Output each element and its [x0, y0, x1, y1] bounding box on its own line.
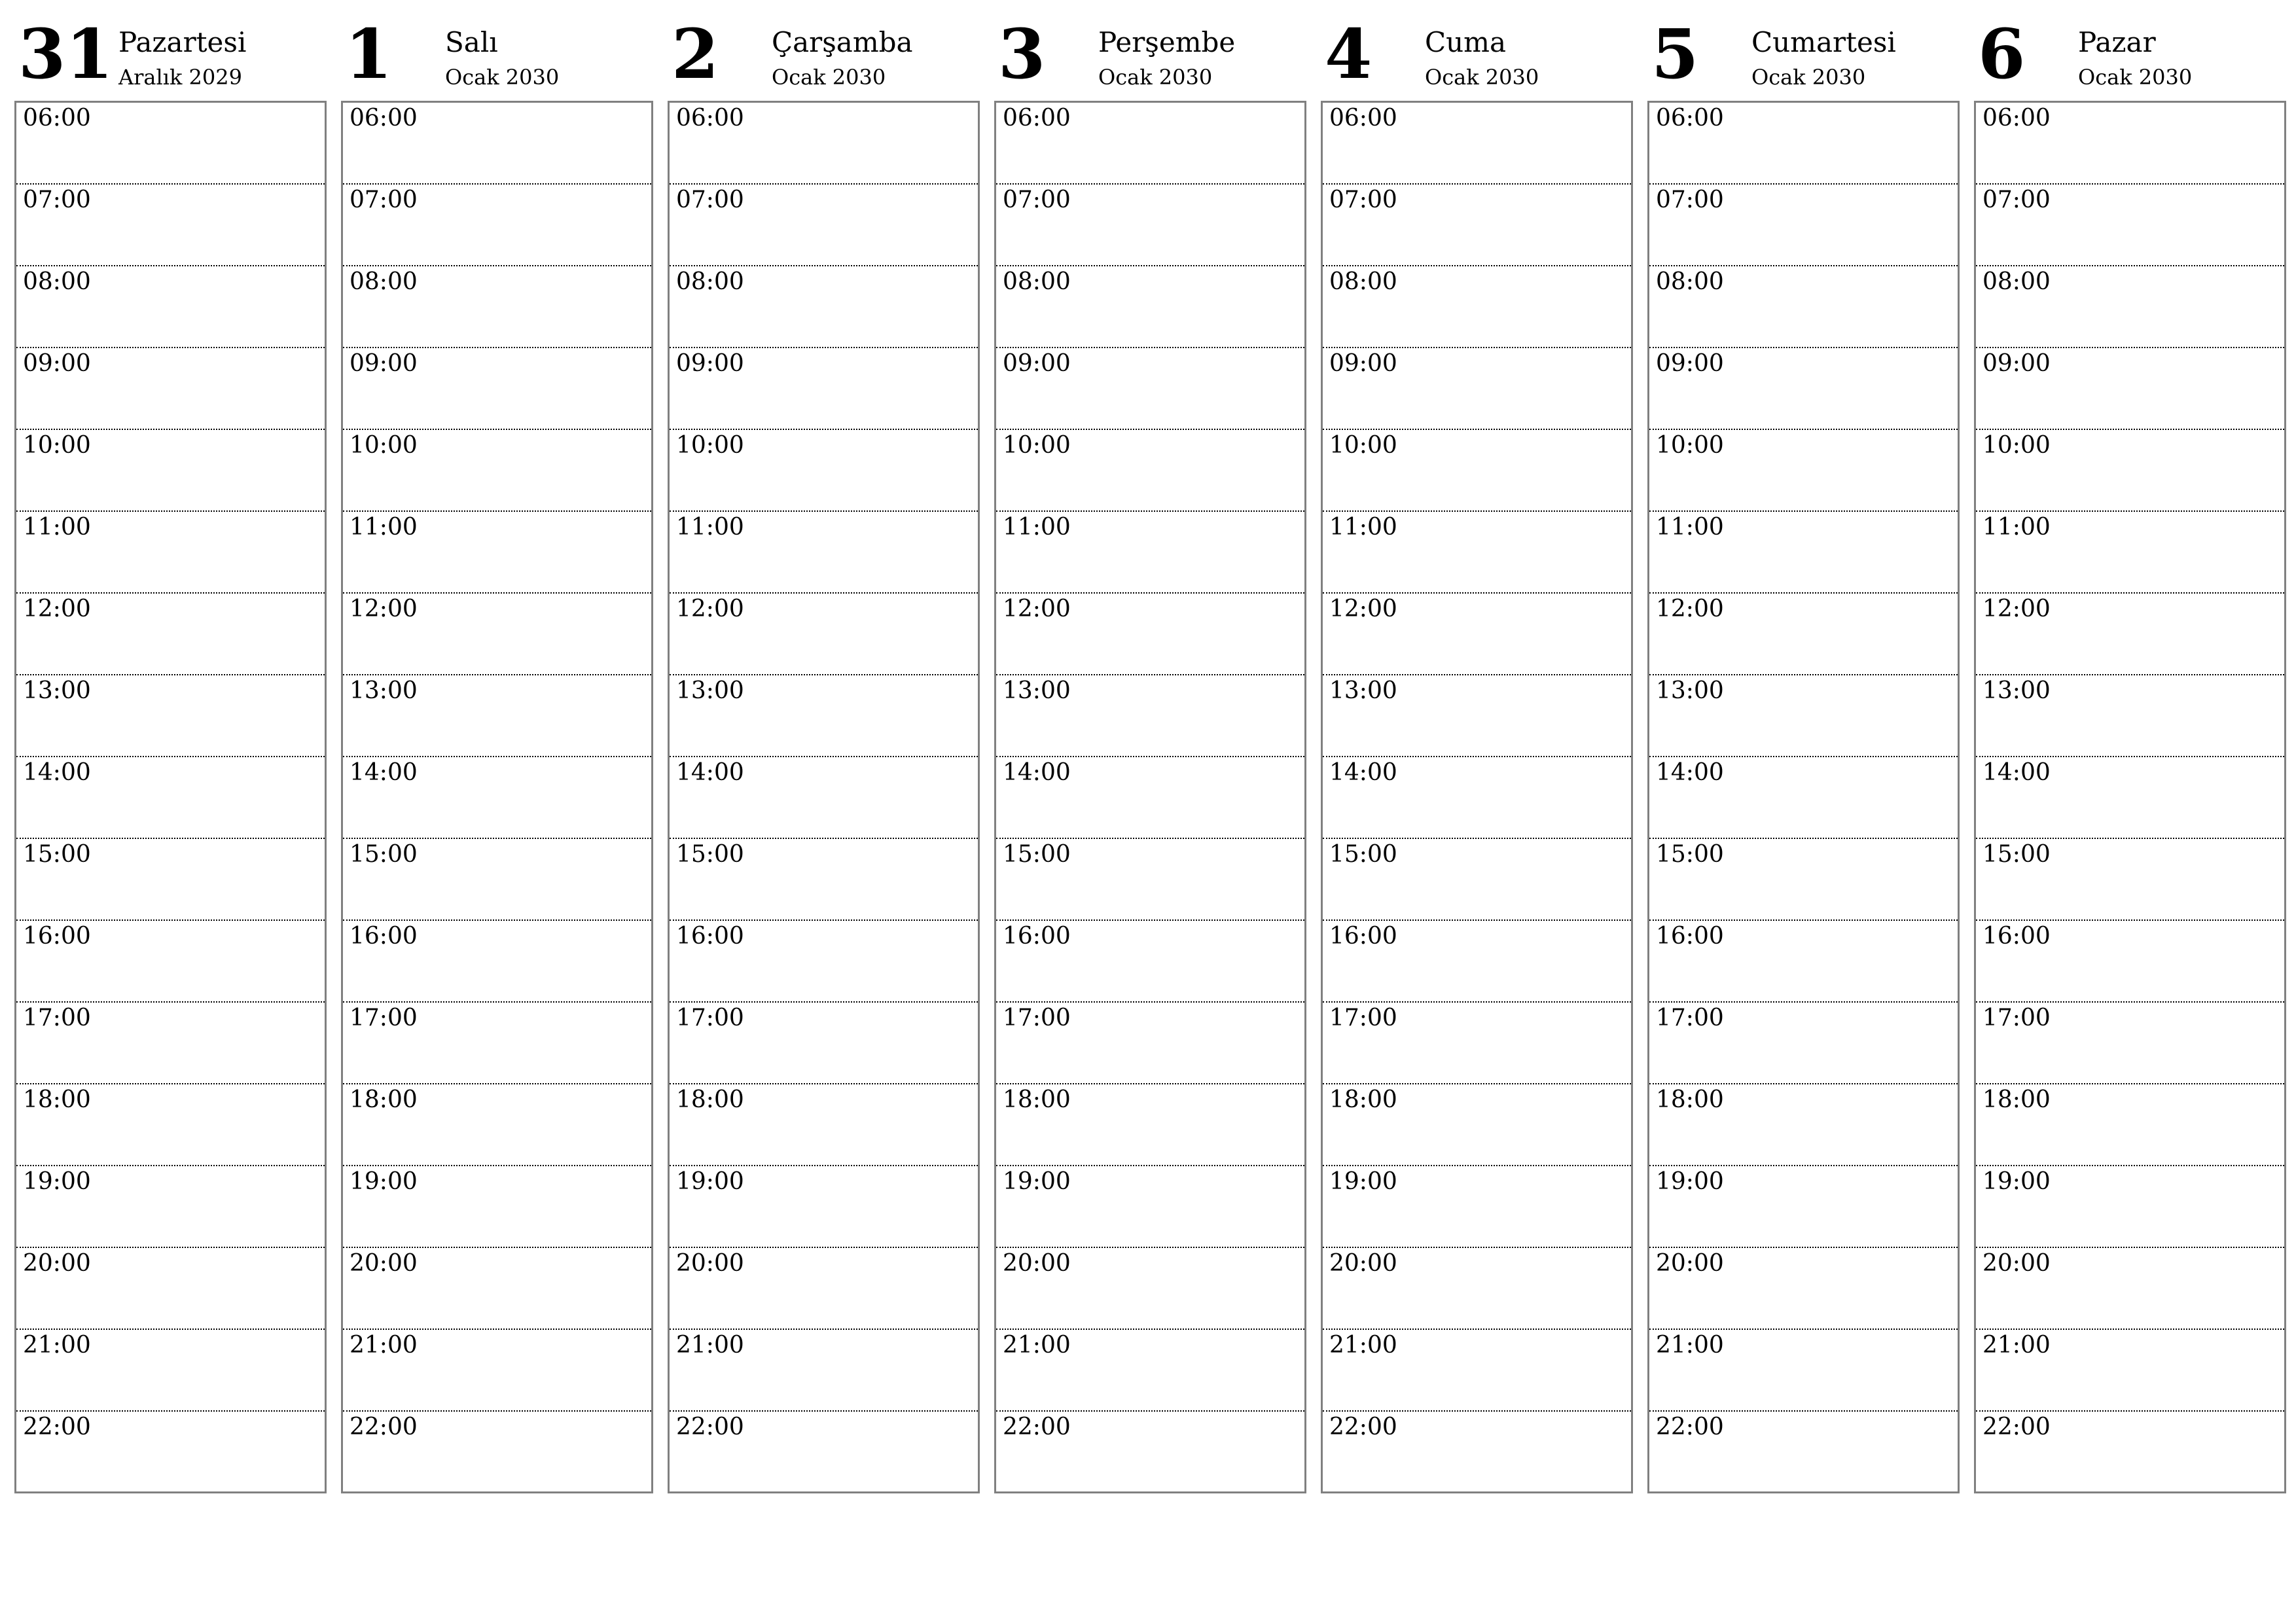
weekly-planner: [14, 14, 2289, 1493]
hour-label: 12:00: [1982, 596, 2051, 622]
hour-slot[interactable]: [16, 675, 325, 757]
hour-label: 08:00: [1982, 268, 2051, 295]
hour-slot[interactable]: [343, 757, 651, 839]
hour-label: 07:00: [350, 187, 418, 213]
hour-slot[interactable]: [996, 675, 1304, 757]
hour-label: 11:00: [1003, 514, 1071, 541]
hour-slot[interactable]: [16, 266, 325, 348]
hour-label: 22:00: [1656, 1414, 1724, 1440]
day-month: Aralık 2029: [118, 65, 242, 90]
hour-slot[interactable]: [1649, 1003, 1958, 1084]
hour-slot[interactable]: [996, 103, 1304, 185]
hour-slot[interactable]: [16, 594, 325, 675]
hour-slot[interactable]: [16, 1330, 325, 1412]
hour-slot[interactable]: [1649, 1166, 1958, 1248]
hour-label: 21:00: [676, 1332, 744, 1359]
hour-label: 22:00: [1982, 1414, 2051, 1440]
hour-label: 17:00: [1656, 1005, 1724, 1031]
hour-slot[interactable]: [16, 348, 325, 430]
hour-slot[interactable]: [996, 1166, 1304, 1248]
hour-label: 15:00: [1329, 841, 1397, 868]
hour-label: 08:00: [1003, 268, 1071, 295]
hour-slot[interactable]: [1323, 1084, 1631, 1166]
day-month: Ocak 2030: [1425, 65, 1539, 90]
hour-slot[interactable]: [16, 839, 325, 921]
hour-label: 09:00: [1003, 350, 1071, 377]
hour-label: 15:00: [23, 841, 91, 868]
hour-label: 15:00: [1656, 841, 1724, 868]
hour-slot[interactable]: [343, 185, 651, 266]
hour-label: 20:00: [1982, 1250, 2051, 1277]
day-schedule-box: [14, 101, 327, 1493]
hour-slot[interactable]: [1649, 266, 1958, 348]
hour-slot[interactable]: [343, 512, 651, 594]
hour-label: 13:00: [1329, 677, 1397, 704]
hour-label: 10:00: [676, 432, 744, 459]
hour-slot[interactable]: [16, 512, 325, 594]
day-name: Cuma: [1425, 26, 1507, 58]
hour-label: 06:00: [1003, 105, 1071, 132]
hour-slot[interactable]: [1649, 185, 1958, 266]
day-header: [341, 14, 653, 101]
hour-label: 11:00: [350, 514, 418, 541]
day-header: [1974, 14, 2286, 101]
hour-slot[interactable]: [996, 1003, 1304, 1084]
day-month: Ocak 2030: [1751, 65, 1866, 90]
hour-label: 20:00: [1003, 1250, 1071, 1277]
hour-label: 14:00: [350, 759, 418, 786]
hour-slot[interactable]: [670, 757, 978, 839]
hour-label: 16:00: [1982, 923, 2051, 950]
day-name: Pazar: [2078, 26, 2156, 58]
hour-label: 20:00: [23, 1250, 91, 1277]
hour-slot[interactable]: [343, 675, 651, 757]
hour-label: 14:00: [1982, 759, 2051, 786]
hour-slot[interactable]: [343, 348, 651, 430]
hour-slot[interactable]: [1649, 757, 1958, 839]
hour-label: 09:00: [23, 350, 91, 377]
hour-label: 19:00: [1982, 1168, 2051, 1195]
hour-label: 11:00: [1329, 514, 1397, 541]
hour-label: 06:00: [23, 105, 91, 132]
day-number: 3: [998, 14, 1046, 94]
day-column: [341, 14, 653, 1493]
hour-label: 11:00: [676, 514, 744, 541]
hour-slot[interactable]: [1649, 430, 1958, 512]
hour-slot[interactable]: [996, 1084, 1304, 1166]
hour-slot[interactable]: [1976, 839, 2284, 921]
hour-slot[interactable]: [1323, 921, 1631, 1003]
hour-label: 13:00: [1003, 677, 1071, 704]
hour-label: 18:00: [1003, 1086, 1071, 1113]
hour-label: 07:00: [676, 187, 744, 213]
hour-label: 21:00: [350, 1332, 418, 1359]
hour-label: 15:00: [350, 841, 418, 868]
hour-slot[interactable]: [1976, 675, 2284, 757]
hour-slot[interactable]: [1649, 348, 1958, 430]
hour-slot[interactable]: [16, 1248, 325, 1330]
hour-slot[interactable]: [996, 757, 1304, 839]
hour-slot[interactable]: [1649, 103, 1958, 185]
hour-label: 10:00: [23, 432, 91, 459]
hour-label: 08:00: [350, 268, 418, 295]
hour-label: 12:00: [676, 596, 744, 622]
hour-label: 16:00: [23, 923, 91, 950]
day-column: [994, 14, 1306, 1493]
hour-label: 19:00: [676, 1168, 744, 1195]
hour-label: 13:00: [350, 677, 418, 704]
hour-label: 12:00: [1656, 596, 1724, 622]
hour-slot[interactable]: [1976, 1248, 2284, 1330]
hour-slot[interactable]: [1649, 1084, 1958, 1166]
hour-slot[interactable]: [1976, 103, 2284, 185]
hour-slot[interactable]: [343, 1248, 651, 1330]
hour-slot[interactable]: [1323, 1003, 1631, 1084]
hour-label: 11:00: [1656, 514, 1724, 541]
hour-label: 10:00: [1982, 432, 2051, 459]
hour-slot[interactable]: [670, 1330, 978, 1412]
hour-label: 16:00: [350, 923, 418, 950]
hour-label: 10:00: [1656, 432, 1724, 459]
day-number: 2: [672, 14, 719, 94]
hour-slot[interactable]: [1323, 1166, 1631, 1248]
day-name: Pazartesi: [118, 26, 247, 58]
hour-label: 13:00: [1656, 677, 1724, 704]
hour-slot[interactable]: [16, 757, 325, 839]
hour-label: 17:00: [1982, 1005, 2051, 1031]
hour-label: 11:00: [1982, 514, 2051, 541]
hour-label: 07:00: [23, 187, 91, 213]
day-header: [1321, 14, 1633, 101]
hour-slot[interactable]: [1976, 430, 2284, 512]
hour-slot[interactable]: [1323, 185, 1631, 266]
hour-label: 13:00: [1982, 677, 2051, 704]
hour-slot[interactable]: [670, 594, 978, 675]
hour-label: 15:00: [1982, 841, 2051, 868]
day-column: [1974, 14, 2286, 1493]
hour-label: 15:00: [1003, 841, 1071, 868]
hour-label: 17:00: [350, 1005, 418, 1031]
hour-slot[interactable]: [1976, 921, 2284, 1003]
hour-slot[interactable]: [1976, 1330, 2284, 1412]
hour-slot[interactable]: [1976, 1084, 2284, 1166]
hour-label: 07:00: [1329, 187, 1397, 213]
day-number: 6: [1978, 14, 2026, 94]
hour-slot[interactable]: [16, 1003, 325, 1084]
day-schedule-box: [341, 101, 653, 1493]
day-schedule-box: [994, 101, 1306, 1493]
day-column: [1321, 14, 1633, 1493]
hour-label: 12:00: [1003, 596, 1071, 622]
hour-label: 06:00: [1329, 105, 1397, 132]
hour-label: 08:00: [1329, 268, 1397, 295]
hour-label: 16:00: [1656, 923, 1724, 950]
hour-slot[interactable]: [996, 839, 1304, 921]
hour-slot[interactable]: [343, 430, 651, 512]
hour-slot[interactable]: [343, 266, 651, 348]
hour-slot[interactable]: [1976, 594, 2284, 675]
day-name: Salı: [445, 26, 498, 58]
hour-label: 22:00: [1329, 1414, 1397, 1440]
hour-slot[interactable]: [670, 675, 978, 757]
hour-label: 14:00: [676, 759, 744, 786]
day-schedule-box: [1321, 101, 1633, 1493]
hour-slot[interactable]: [1649, 1330, 1958, 1412]
hour-slot[interactable]: [1976, 512, 2284, 594]
hour-label: 18:00: [350, 1086, 418, 1113]
hour-label: 12:00: [23, 596, 91, 622]
day-number: 1: [345, 14, 393, 94]
hour-slot[interactable]: [16, 185, 325, 266]
hour-label: 07:00: [1003, 187, 1071, 213]
hour-label: 09:00: [350, 350, 418, 377]
day-month: Ocak 2030: [445, 65, 560, 90]
hour-label: 18:00: [1656, 1086, 1724, 1113]
hour-slot[interactable]: [670, 430, 978, 512]
hour-slot[interactable]: [670, 1003, 978, 1084]
hour-label: 06:00: [676, 105, 744, 132]
day-schedule-box: [668, 101, 980, 1493]
hour-label: 14:00: [1329, 759, 1397, 786]
hour-slot[interactable]: [1976, 757, 2284, 839]
hour-slot[interactable]: [1323, 512, 1631, 594]
hour-label: 18:00: [1982, 1086, 2051, 1113]
hour-label: 22:00: [1003, 1414, 1071, 1440]
hour-label: 14:00: [23, 759, 91, 786]
hour-label: 16:00: [1329, 923, 1397, 950]
hour-label: 06:00: [1656, 105, 1724, 132]
hour-label: 16:00: [1003, 923, 1071, 950]
hour-slot[interactable]: [16, 1084, 325, 1166]
hour-slot[interactable]: [670, 1166, 978, 1248]
hour-slot[interactable]: [1323, 266, 1631, 348]
hour-label: 22:00: [676, 1414, 744, 1440]
day-month: Ocak 2030: [772, 65, 886, 90]
hour-slot[interactable]: [996, 348, 1304, 430]
hour-label: 22:00: [23, 1414, 91, 1440]
hour-slot[interactable]: [670, 185, 978, 266]
hour-slot[interactable]: [1649, 594, 1958, 675]
hour-label: 18:00: [1329, 1086, 1397, 1113]
hour-label: 06:00: [1982, 105, 2051, 132]
hour-slot[interactable]: [343, 839, 651, 921]
hour-slot[interactable]: [670, 839, 978, 921]
hour-label: 09:00: [1656, 350, 1724, 377]
day-header: [1647, 14, 1960, 101]
day-schedule-box: [1974, 101, 2286, 1493]
hour-label: 20:00: [350, 1250, 418, 1277]
hour-slot[interactable]: [996, 430, 1304, 512]
hour-label: 16:00: [676, 923, 744, 950]
day-number: 4: [1325, 14, 1372, 94]
day-header: [668, 14, 980, 101]
hour-slot[interactable]: [16, 921, 325, 1003]
hour-slot[interactable]: [16, 1166, 325, 1248]
hour-slot[interactable]: [1323, 348, 1631, 430]
hour-label: 17:00: [1003, 1005, 1071, 1031]
hour-label: 11:00: [23, 514, 91, 541]
hour-slot[interactable]: [1649, 839, 1958, 921]
day-number: 5: [1651, 14, 1699, 94]
hour-slot[interactable]: [1323, 1330, 1631, 1412]
hour-label: 21:00: [1982, 1332, 2051, 1359]
hour-label: 20:00: [1329, 1250, 1397, 1277]
hour-label: 21:00: [1329, 1332, 1397, 1359]
hour-label: 10:00: [1329, 432, 1397, 459]
hour-slot[interactable]: [670, 348, 978, 430]
day-number: 31: [18, 14, 113, 94]
hour-slot[interactable]: [1976, 266, 2284, 348]
hour-slot[interactable]: [996, 1330, 1304, 1412]
hour-label: 14:00: [1003, 759, 1071, 786]
hour-label: 09:00: [676, 350, 744, 377]
hour-slot[interactable]: [1323, 757, 1631, 839]
hour-label: 12:00: [350, 596, 418, 622]
hour-label: 13:00: [23, 677, 91, 704]
hour-label: 08:00: [676, 268, 744, 295]
hour-slot[interactable]: [343, 921, 651, 1003]
hour-slot[interactable]: [1649, 1248, 1958, 1330]
hour-label: 10:00: [1003, 432, 1071, 459]
hour-label: 15:00: [676, 841, 744, 868]
hour-slot[interactable]: [1323, 675, 1631, 757]
hour-slot[interactable]: [1323, 1248, 1631, 1330]
hour-label: 21:00: [23, 1332, 91, 1359]
hour-label: 21:00: [1656, 1332, 1724, 1359]
hour-label: 08:00: [23, 268, 91, 295]
hour-label: 19:00: [1656, 1168, 1724, 1195]
hour-slot[interactable]: [996, 266, 1304, 348]
hour-slot[interactable]: [343, 103, 651, 185]
hour-slot[interactable]: [1976, 348, 2284, 430]
hour-slot[interactable]: [1323, 594, 1631, 675]
hour-label: 10:00: [350, 432, 418, 459]
hour-label: 19:00: [1003, 1168, 1071, 1195]
day-header: [14, 14, 327, 101]
hour-label: 20:00: [676, 1250, 744, 1277]
hour-slot[interactable]: [1323, 103, 1631, 185]
hour-slot[interactable]: [996, 512, 1304, 594]
hour-slot[interactable]: [343, 1003, 651, 1084]
day-month: Ocak 2030: [1098, 65, 1213, 90]
hour-slot[interactable]: [996, 921, 1304, 1003]
day-month: Ocak 2030: [2078, 65, 2193, 90]
hour-slot[interactable]: [670, 512, 978, 594]
hour-label: 17:00: [1329, 1005, 1397, 1031]
hour-label: 14:00: [1656, 759, 1724, 786]
hour-slot[interactable]: [1323, 839, 1631, 921]
hour-slot[interactable]: [1976, 185, 2284, 266]
hour-label: 12:00: [1329, 596, 1397, 622]
hour-slot[interactable]: [1649, 512, 1958, 594]
hour-slot[interactable]: [1649, 675, 1958, 757]
day-name: Perşembe: [1098, 26, 1236, 58]
hour-slot[interactable]: [343, 1330, 651, 1412]
day-column: [668, 14, 980, 1493]
hour-label: 18:00: [676, 1086, 744, 1113]
hour-label: 09:00: [1329, 350, 1397, 377]
day-name: Çarşamba: [772, 26, 913, 58]
hour-slot[interactable]: [343, 594, 651, 675]
hour-label: 17:00: [23, 1005, 91, 1031]
day-column: [1647, 14, 1960, 1493]
hour-slot[interactable]: [996, 185, 1304, 266]
day-name: Cumartesi: [1751, 26, 1896, 58]
hour-label: 08:00: [1656, 268, 1724, 295]
hour-label: 17:00: [676, 1005, 744, 1031]
hour-slot[interactable]: [16, 103, 325, 185]
hour-slot[interactable]: [996, 1248, 1304, 1330]
hour-slot[interactable]: [343, 1166, 651, 1248]
hour-slot[interactable]: [670, 921, 978, 1003]
hour-slot[interactable]: [343, 1084, 651, 1166]
hour-slot[interactable]: [16, 430, 325, 512]
hour-label: 09:00: [1982, 350, 2051, 377]
day-column: [14, 14, 327, 1493]
hour-label: 06:00: [350, 105, 418, 132]
hour-slot[interactable]: [670, 266, 978, 348]
hour-slot[interactable]: [1976, 1003, 2284, 1084]
hour-label: 18:00: [23, 1086, 91, 1113]
hour-slot[interactable]: [670, 1084, 978, 1166]
day-header: [994, 14, 1306, 101]
hour-label: 20:00: [1656, 1250, 1724, 1277]
hour-label: 19:00: [350, 1168, 418, 1195]
hour-slot[interactable]: [1323, 430, 1631, 512]
hour-label: 19:00: [23, 1168, 91, 1195]
hour-label: 07:00: [1982, 187, 2051, 213]
hour-slot[interactable]: [1976, 1166, 2284, 1248]
hour-slot[interactable]: [670, 1248, 978, 1330]
hour-label: 13:00: [676, 677, 744, 704]
hour-slot[interactable]: [996, 594, 1304, 675]
day-schedule-box: [1647, 101, 1960, 1493]
hour-label: 19:00: [1329, 1168, 1397, 1195]
hour-label: 22:00: [350, 1414, 418, 1440]
hour-slot[interactable]: [670, 103, 978, 185]
hour-label: 07:00: [1656, 187, 1724, 213]
hour-label: 21:00: [1003, 1332, 1071, 1359]
hour-slot[interactable]: [1649, 921, 1958, 1003]
